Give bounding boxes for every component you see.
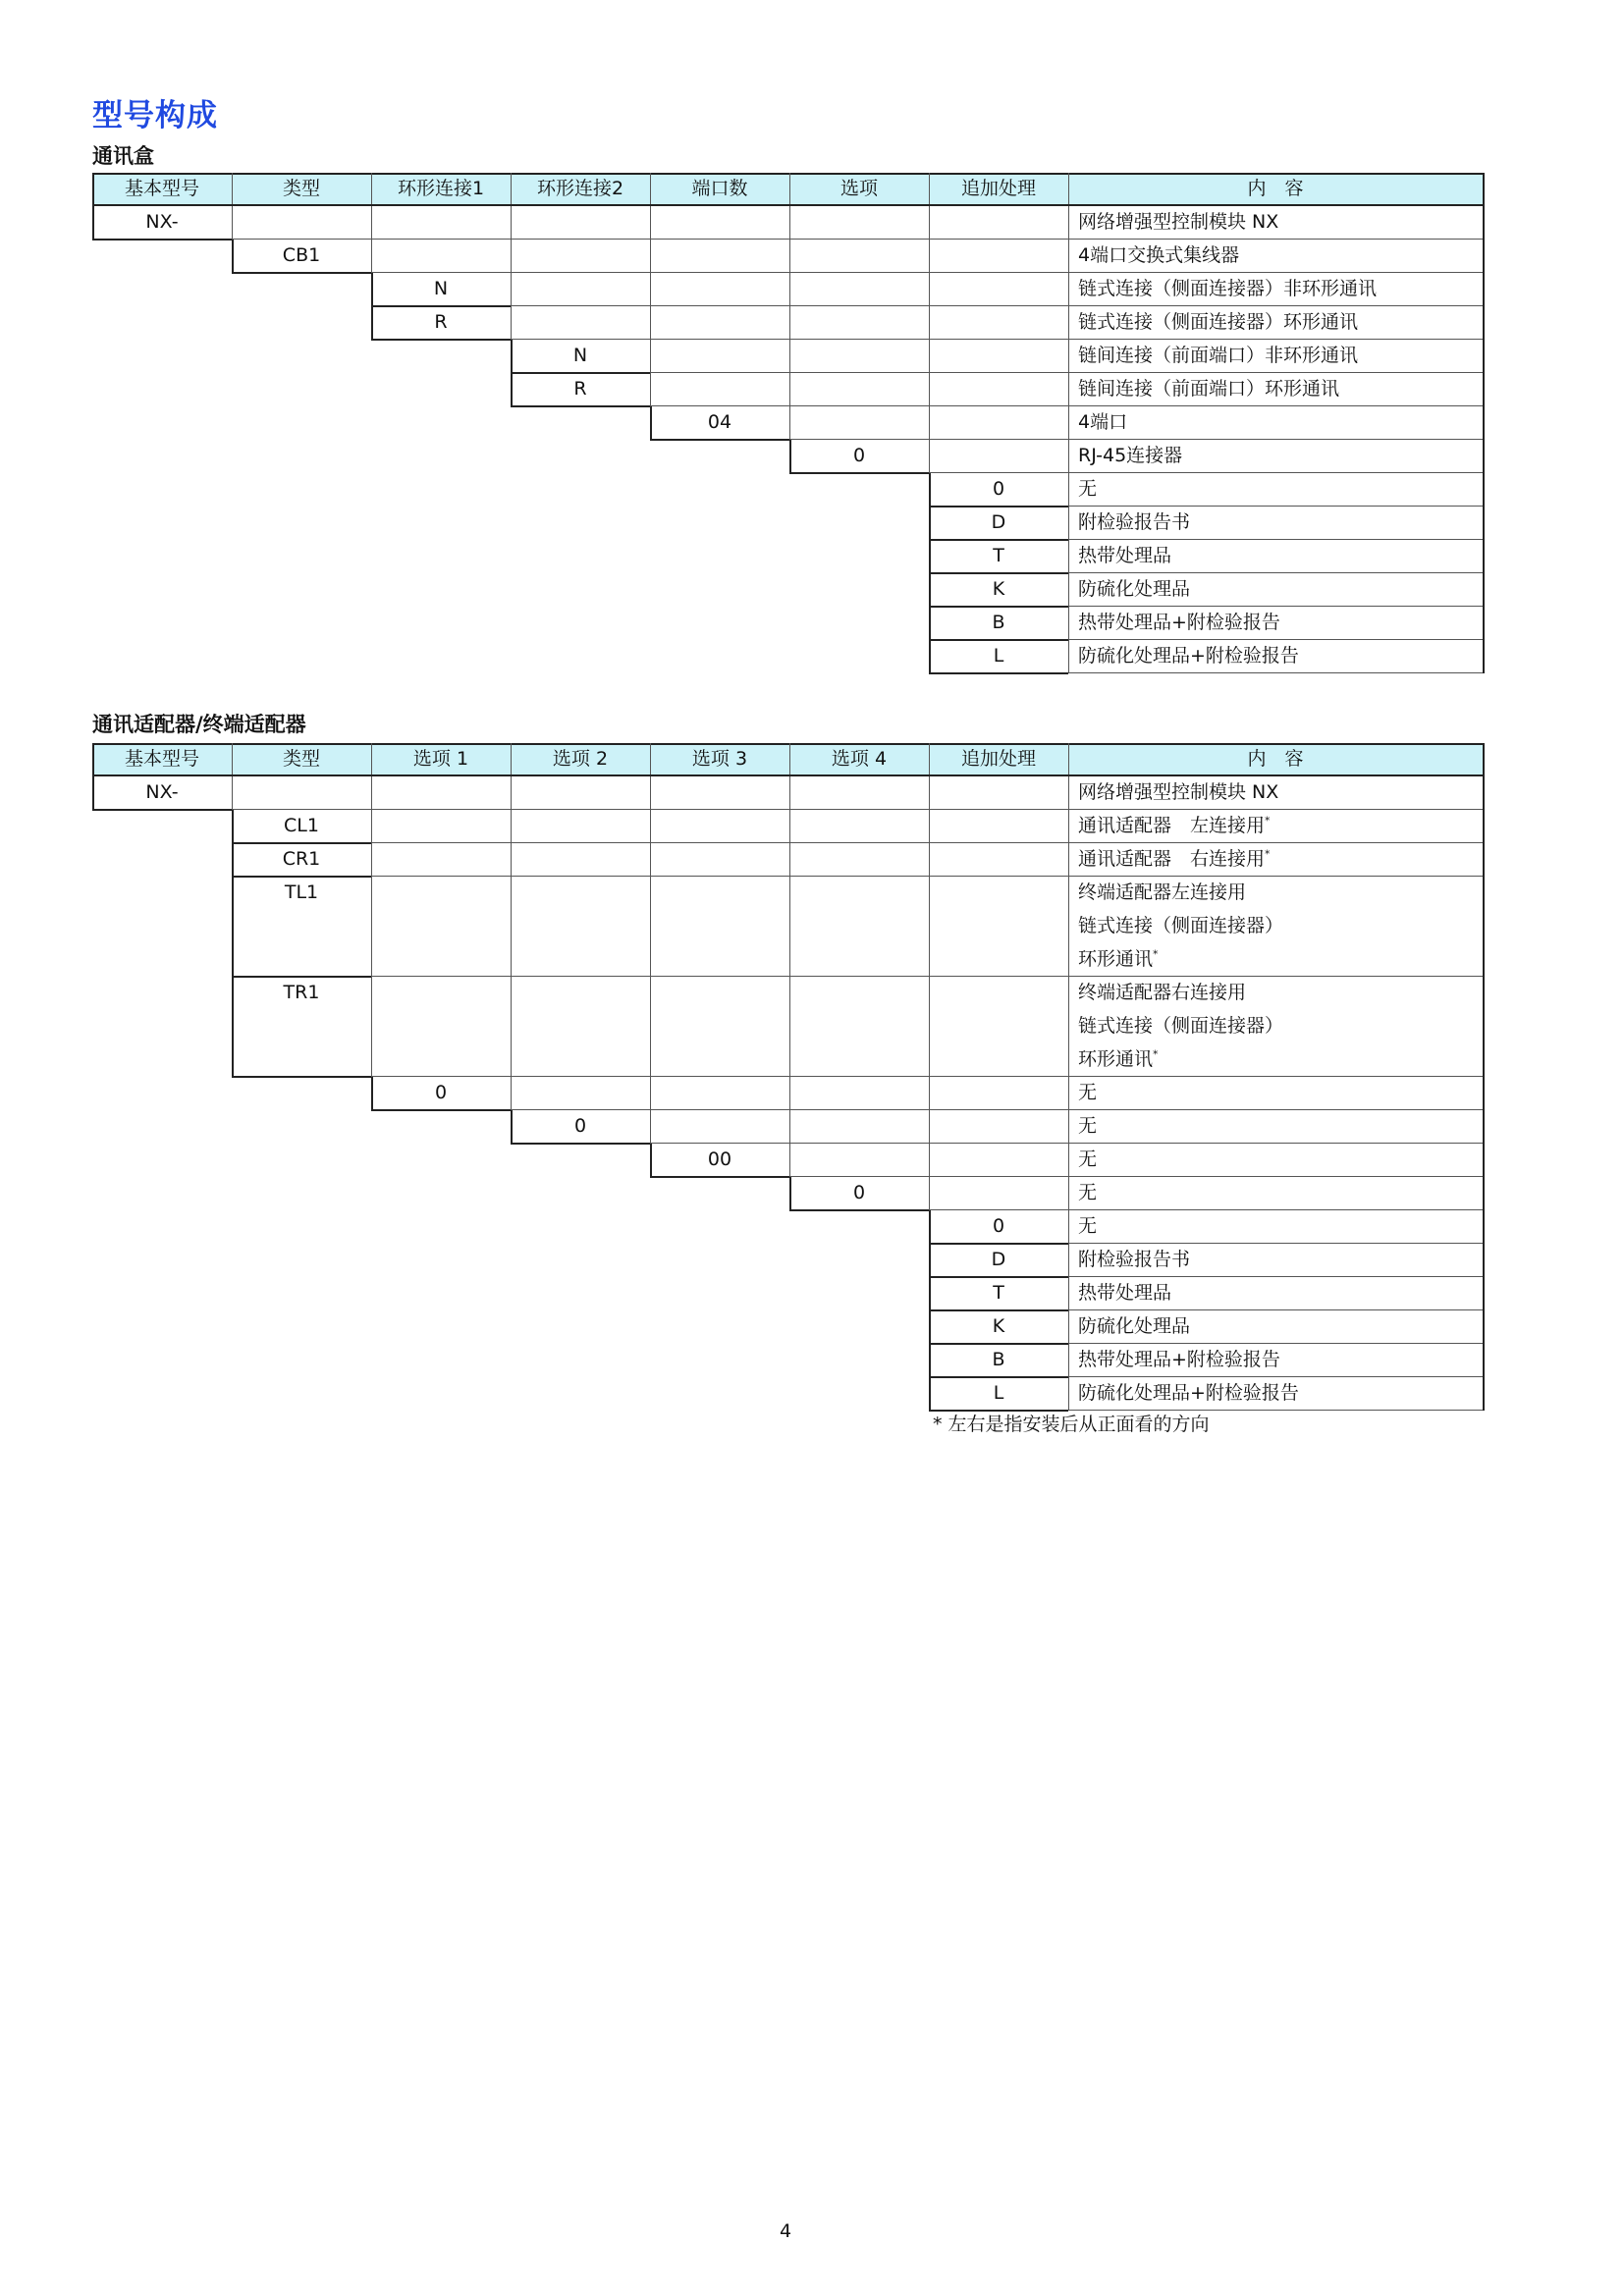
table-right-rule xyxy=(1483,173,1485,673)
code-cell: 0 xyxy=(992,478,1005,500)
row-col-rule xyxy=(511,206,512,240)
row-bottom-rule xyxy=(232,1076,371,1078)
row-col-rule xyxy=(929,406,930,440)
row-col-rule xyxy=(789,843,790,877)
description-cell: 环形通讯* xyxy=(1078,947,1159,970)
code-cell: N xyxy=(433,278,449,299)
row-col-rule xyxy=(1068,1377,1069,1411)
row-col-rule xyxy=(929,373,930,406)
description-cell: 附检验报告书 xyxy=(1078,1249,1191,1270)
footnote-marker: * xyxy=(1265,814,1271,828)
row-col-rule xyxy=(1068,1210,1069,1244)
header-cell: 选项 3 xyxy=(650,743,789,774)
row-col-rule xyxy=(1068,1144,1069,1177)
header-col-rule xyxy=(511,173,512,204)
row-col-rule xyxy=(1068,877,1069,977)
header-top-rule xyxy=(92,173,1483,175)
row-col-rule xyxy=(789,306,790,340)
description-cell: 附检验报告书 xyxy=(1078,511,1191,533)
row-col-rule xyxy=(789,273,790,306)
description-cell: 热带处理品 xyxy=(1078,1282,1172,1304)
description-cell: 无 xyxy=(1078,1182,1098,1203)
header-col-rule xyxy=(511,743,512,774)
row-col-rule xyxy=(650,306,651,340)
row-col-rule xyxy=(929,1210,931,1244)
row-col-rule xyxy=(371,1077,373,1110)
header-cell: 追加处理 xyxy=(929,173,1068,204)
row-col-rule xyxy=(1068,473,1069,507)
header-top-rule xyxy=(92,743,1483,745)
description-cell: 链式连接（侧面连接器） xyxy=(1078,915,1284,936)
row-col-rule xyxy=(650,977,651,1077)
code-cell: 0 xyxy=(434,1082,448,1103)
row-col-rule xyxy=(929,1377,931,1411)
row-col-rule xyxy=(929,1344,931,1377)
description-cell: 环形通讯* xyxy=(1078,1047,1159,1070)
row-col-rule xyxy=(929,640,931,673)
row-col-rule xyxy=(650,776,651,810)
row-col-rule xyxy=(929,1144,930,1177)
row-col-rule xyxy=(789,1077,790,1110)
row-bottom-rule xyxy=(371,1109,511,1111)
header-cell: 内 容 xyxy=(1068,743,1483,774)
row-col-rule xyxy=(1068,1277,1069,1310)
row-col-rule xyxy=(650,1110,651,1144)
row-col-rule xyxy=(929,540,931,573)
description-cell: 防硫化处理品 xyxy=(1078,1315,1191,1337)
row-col-rule xyxy=(1068,1310,1069,1344)
row-col-rule xyxy=(789,776,790,810)
code-cell: TL1 xyxy=(284,881,319,903)
row-col-rule xyxy=(371,306,373,340)
code-cell: T xyxy=(993,545,1004,566)
section-title-adapter: 通讯适配器/终端适配器 xyxy=(92,713,306,736)
row-col-rule xyxy=(1068,306,1069,340)
code-cell: B xyxy=(992,612,1005,633)
description-cell: 网络增强型控制模块 NX xyxy=(1078,781,1279,803)
row-bottom-rule xyxy=(789,472,929,474)
row-col-rule xyxy=(929,810,930,843)
row-col-rule xyxy=(371,273,373,306)
row-col-rule xyxy=(232,776,233,810)
row-col-rule xyxy=(371,240,372,273)
description-cell: 防硫化处理品+附检验报告 xyxy=(1078,645,1299,667)
code-cell: N xyxy=(572,345,588,366)
row-col-rule xyxy=(511,877,512,977)
row-col-rule xyxy=(511,776,512,810)
row-col-rule xyxy=(789,206,790,240)
row-col-rule xyxy=(789,977,790,1077)
description-cell: 热带处理品+附检验报告 xyxy=(1078,612,1280,633)
row-col-rule xyxy=(929,507,931,540)
header-cell: 环形连接2 xyxy=(511,173,650,204)
row-col-rule xyxy=(789,406,790,440)
row-bottom-rule xyxy=(650,1176,789,1178)
row-bottom-rule xyxy=(789,1209,929,1211)
page-title: 型号构成 xyxy=(92,98,218,133)
code-cell: CB1 xyxy=(282,244,321,266)
footnote-marker: * xyxy=(1153,947,1159,961)
row-col-rule xyxy=(1068,1177,1069,1210)
row-col-rule xyxy=(511,977,512,1077)
code-cell: CL1 xyxy=(284,815,319,836)
header-cell: 选项 2 xyxy=(511,743,650,774)
code-cell: R xyxy=(573,378,587,400)
row-col-rule xyxy=(1068,573,1069,607)
section-title-communication-box: 通讯盒 xyxy=(92,144,154,168)
row-col-rule xyxy=(1068,640,1069,673)
row-col-rule xyxy=(650,240,651,273)
row-col-rule xyxy=(650,340,651,373)
header-col-rule xyxy=(650,173,651,204)
row-col-rule xyxy=(371,206,372,240)
row-col-rule xyxy=(789,1177,791,1210)
code-cell: B xyxy=(992,1349,1005,1370)
row-bottom-rule xyxy=(232,272,371,274)
header-col-rule xyxy=(232,173,233,204)
row-col-rule xyxy=(511,1110,513,1144)
row-col-rule xyxy=(929,877,930,977)
header-cell: 类型 xyxy=(232,743,371,774)
code-cell: NX- xyxy=(145,211,179,233)
row-col-rule xyxy=(1068,373,1069,406)
code-cell: TR1 xyxy=(283,982,320,1003)
code-cell: D xyxy=(991,1249,1006,1270)
description-cell: 链式连接（侧面连接器）环形通讯 xyxy=(1078,311,1359,333)
row-col-rule xyxy=(929,206,930,240)
row-col-rule xyxy=(650,373,651,406)
row-col-rule xyxy=(929,340,930,373)
row-col-rule xyxy=(929,573,931,607)
row-col-rule xyxy=(1068,273,1069,306)
row-col-rule xyxy=(511,1077,512,1110)
row-col-rule xyxy=(789,1144,790,1177)
row-col-rule xyxy=(232,877,234,977)
header-col-rule xyxy=(650,743,651,774)
row-col-rule xyxy=(232,240,234,273)
row-col-rule xyxy=(1068,977,1069,1077)
header-cell: 选项 1 xyxy=(371,743,511,774)
header-cell: 基本型号 xyxy=(92,173,232,204)
code-cell: 0 xyxy=(573,1115,587,1137)
description-cell: 4端口 xyxy=(1078,411,1128,433)
description-cell: 热带处理品 xyxy=(1078,545,1172,566)
header-cell: 追加处理 xyxy=(929,743,1068,774)
row-col-rule xyxy=(929,440,930,473)
header-col-rule xyxy=(1068,743,1069,774)
row-col-rule xyxy=(789,373,790,406)
code-cell: 0 xyxy=(852,445,866,466)
row-col-rule xyxy=(1068,843,1069,877)
row-col-rule xyxy=(511,273,512,306)
code-cell: 0 xyxy=(852,1182,866,1203)
row-col-rule xyxy=(1068,607,1069,640)
row-bottom-rule xyxy=(511,405,650,407)
row-col-rule xyxy=(371,843,372,877)
row-col-rule xyxy=(1068,406,1069,440)
row-col-rule xyxy=(650,1144,652,1177)
row-col-rule xyxy=(511,843,512,877)
code-cell: T xyxy=(993,1282,1004,1304)
row-col-rule xyxy=(929,977,930,1077)
row-col-rule xyxy=(1068,1077,1069,1110)
row-col-rule xyxy=(1068,540,1069,573)
row-col-rule xyxy=(929,1177,930,1210)
page-number: 4 xyxy=(779,2220,792,2242)
header-cell: 环形连接1 xyxy=(371,173,511,204)
row-col-rule xyxy=(929,1244,931,1277)
row-col-rule xyxy=(1068,776,1069,810)
row-col-rule xyxy=(929,1077,930,1110)
row-col-rule xyxy=(1068,507,1069,540)
row-col-rule xyxy=(232,206,233,240)
code-cell: 04 xyxy=(707,411,732,433)
row-col-rule xyxy=(789,877,790,977)
row-col-rule xyxy=(232,810,234,843)
row-col-rule xyxy=(650,877,651,977)
row-col-rule xyxy=(650,810,651,843)
header-cell: 选项 4 xyxy=(789,743,929,774)
row-bottom-rule xyxy=(92,239,232,240)
row-col-rule xyxy=(650,1077,651,1110)
row-col-rule xyxy=(650,406,652,440)
row-col-rule xyxy=(1068,440,1069,473)
footnote-marker: * xyxy=(1265,847,1271,861)
row-col-rule xyxy=(789,240,790,273)
table-left-rule xyxy=(92,743,94,810)
row-col-rule xyxy=(929,240,930,273)
description-cell: 无 xyxy=(1078,1148,1098,1170)
row-bottom-rule xyxy=(511,1143,650,1145)
code-cell: CR1 xyxy=(282,848,321,870)
row-col-rule xyxy=(371,977,372,1077)
row-col-rule xyxy=(232,977,234,1077)
row-bottom-rule xyxy=(1068,672,1483,673)
row-col-rule xyxy=(1068,240,1069,273)
description-cell: RJ-45连接器 xyxy=(1078,445,1183,466)
header-col-rule xyxy=(371,743,372,774)
header-col-rule xyxy=(789,173,790,204)
row-col-rule xyxy=(371,776,372,810)
row-col-rule xyxy=(511,373,513,406)
row-col-rule xyxy=(929,1277,931,1310)
row-bottom-rule xyxy=(929,672,1068,674)
code-cell: L xyxy=(993,645,1004,667)
row-col-rule xyxy=(789,810,790,843)
row-col-rule xyxy=(511,306,512,340)
row-col-rule xyxy=(511,810,512,843)
row-col-rule xyxy=(650,273,651,306)
header-col-rule xyxy=(1068,173,1069,204)
description-cell: 链间连接（前面端口）非环形通讯 xyxy=(1078,345,1359,366)
row-bottom-rule xyxy=(650,439,789,441)
table-left-rule xyxy=(92,173,94,240)
row-bottom-rule xyxy=(92,809,232,811)
header-cell: 端口数 xyxy=(650,173,789,204)
row-col-rule xyxy=(1068,1110,1069,1144)
row-col-rule xyxy=(1068,1344,1069,1377)
description-cell: 无 xyxy=(1078,478,1098,500)
row-col-rule xyxy=(929,473,931,507)
header-cell: 选项 xyxy=(789,173,929,204)
row-bottom-rule xyxy=(371,339,511,341)
description-cell: 热带处理品+附检验报告 xyxy=(1078,1349,1280,1370)
header-cell: 基本型号 xyxy=(92,743,232,774)
header-cell: 类型 xyxy=(232,173,371,204)
row-col-rule xyxy=(371,877,372,977)
row-col-rule xyxy=(929,273,930,306)
row-col-rule xyxy=(232,843,234,877)
description-cell: 无 xyxy=(1078,1082,1098,1103)
description-cell: 终端适配器右连接用 xyxy=(1078,982,1247,1003)
description-cell: 通讯适配器 右连接用* xyxy=(1078,847,1271,870)
row-col-rule xyxy=(929,607,931,640)
code-cell: NX- xyxy=(145,781,179,803)
row-col-rule xyxy=(1068,1244,1069,1277)
row-col-rule xyxy=(789,340,790,373)
row-col-rule xyxy=(929,306,930,340)
row-col-rule xyxy=(789,440,791,473)
description-cell: 4端口交换式集线器 xyxy=(1078,244,1240,266)
code-cell: 0 xyxy=(992,1215,1005,1237)
description-cell: 通讯适配器 左连接用* xyxy=(1078,814,1271,836)
description-cell: 防硫化处理品+附检验报告 xyxy=(1078,1382,1299,1404)
row-col-rule xyxy=(929,843,930,877)
code-cell: K xyxy=(992,1315,1005,1337)
row-col-rule xyxy=(650,843,651,877)
description-cell: 链式连接（侧面连接器） xyxy=(1078,1015,1284,1037)
description-cell: 网络增强型控制模块 NX xyxy=(1078,211,1279,233)
row-col-rule xyxy=(929,1310,931,1344)
row-col-rule xyxy=(929,776,930,810)
description-cell: 无 xyxy=(1078,1115,1098,1137)
table-right-rule xyxy=(1483,743,1485,1411)
description-cell: 终端适配器左连接用 xyxy=(1078,881,1247,903)
code-cell: 00 xyxy=(707,1148,732,1170)
description-cell: 无 xyxy=(1078,1215,1098,1237)
description-cell: 链间连接（前面端口）环形通讯 xyxy=(1078,378,1340,400)
code-cell: R xyxy=(434,311,448,333)
row-col-rule xyxy=(650,206,651,240)
row-col-rule xyxy=(929,1110,930,1144)
header-col-rule xyxy=(789,743,790,774)
row-col-rule xyxy=(1068,810,1069,843)
description-cell: 链式连接（侧面连接器）非环形通讯 xyxy=(1078,278,1378,299)
code-cell: D xyxy=(991,511,1006,533)
row-col-rule xyxy=(371,810,372,843)
code-cell: L xyxy=(993,1382,1004,1404)
footnote: * 左右是指安装后从正面看的方向 xyxy=(933,1414,1210,1435)
row-col-rule xyxy=(1068,340,1069,373)
header-col-rule xyxy=(371,173,372,204)
code-cell: K xyxy=(992,578,1005,600)
row-col-rule xyxy=(511,340,513,373)
header-cell: 内 容 xyxy=(1068,173,1483,204)
header-col-rule xyxy=(929,173,930,204)
header-col-rule xyxy=(232,743,233,774)
row-col-rule xyxy=(789,1110,790,1144)
header-col-rule xyxy=(929,743,930,774)
footnote-marker: * xyxy=(1153,1047,1159,1061)
row-col-rule xyxy=(511,240,512,273)
description-cell: 防硫化处理品 xyxy=(1078,578,1191,600)
row-col-rule xyxy=(1068,206,1069,240)
